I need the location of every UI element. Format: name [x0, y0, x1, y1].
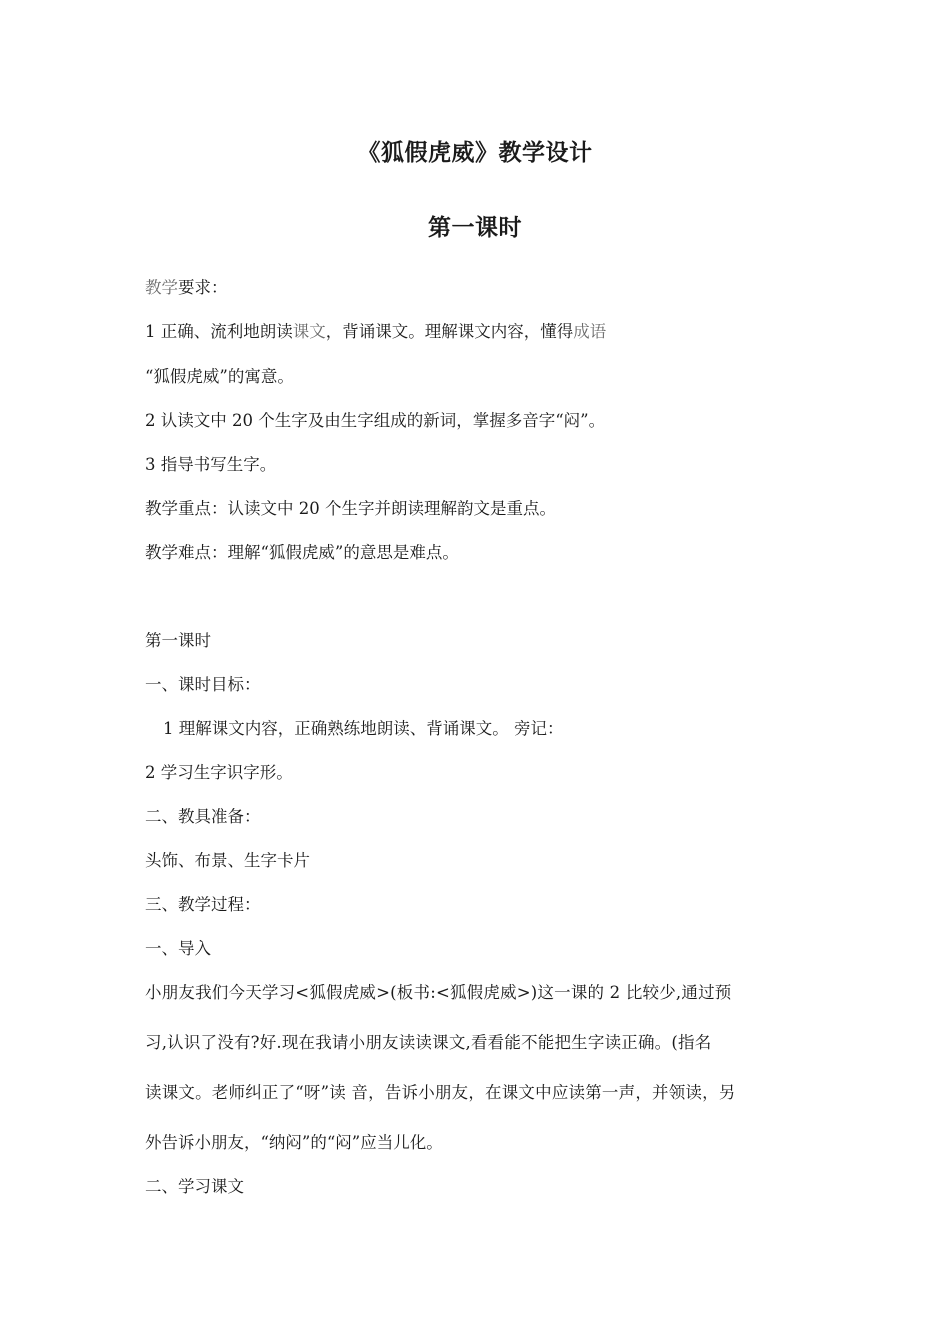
tools-heading: 二、教具准备： [145, 807, 261, 826]
requirement-item-2: 2 认读文中 20 个生字及由生字组成的新词，掌握多音字“闷”。 [145, 411, 606, 430]
step1-heading: 一、导入 [145, 939, 211, 958]
requirements-heading [145, 277, 228, 299]
requirement-item-1-cont: “狐假虎威”的寓意。 [145, 367, 294, 386]
paragraph-line-4: 外告诉小朋友，“纳闷”的“闷”应当儿化。 [145, 1133, 443, 1152]
goals-heading: 一、课时目标： [145, 675, 261, 694]
requirement-item-1 [145, 321, 606, 343]
key-point: 教学重点：认读文中 20 个生字并朗读理解韵文是重点。 [145, 499, 556, 518]
req1-muted-chengyu: 成语 [573, 322, 607, 341]
tools-list: 头饰、布景、生字卡片 [145, 851, 310, 870]
req1-part-a: 1 正确、流利地朗读 [145, 322, 293, 341]
step2-heading: 二、学习课文 [145, 1177, 244, 1196]
requirements-label-rest: 要求： [178, 278, 228, 297]
goal-item-1: 1 理解课文内容，正确熟练地朗读、背诵课文。 旁记： [163, 719, 564, 738]
document-title: 《狐假虎威》教学设计 [357, 140, 593, 166]
goal-item-2: 2 学习生字识字形。 [145, 763, 293, 782]
paragraph-line-3: 读课文。老师纠正了“呀”读 音，告诉小朋友，在课文中应读第一声，并领读，另 [145, 1083, 736, 1102]
process-heading: 三、教学过程： [145, 895, 261, 914]
difficult-point: 教学难点：理解“狐假虎威”的意思是难点。 [145, 543, 459, 562]
lesson-heading: 第一课时 [145, 631, 211, 650]
requirements-label-muted: 教学 [145, 278, 178, 297]
req1-part-b: ，背诵课文。理解课文内容，懂得 [325, 322, 574, 341]
paragraph-line-2: 习,认识了没有?好.现在我请小朋友读读课文,看看能不能把生字读正确。(指名 [145, 1033, 712, 1052]
paragraph-line-1: 小朋友我们今天学习<狐假虎威>(板书:<狐假虎威>)这一课的 2 比较少,通过预 [145, 983, 732, 1002]
document-subtitle: 第一课时 [428, 215, 522, 241]
requirement-item-3: 3 指导书写生字。 [145, 455, 277, 474]
req1-muted-kewen: 课文 [292, 322, 326, 341]
